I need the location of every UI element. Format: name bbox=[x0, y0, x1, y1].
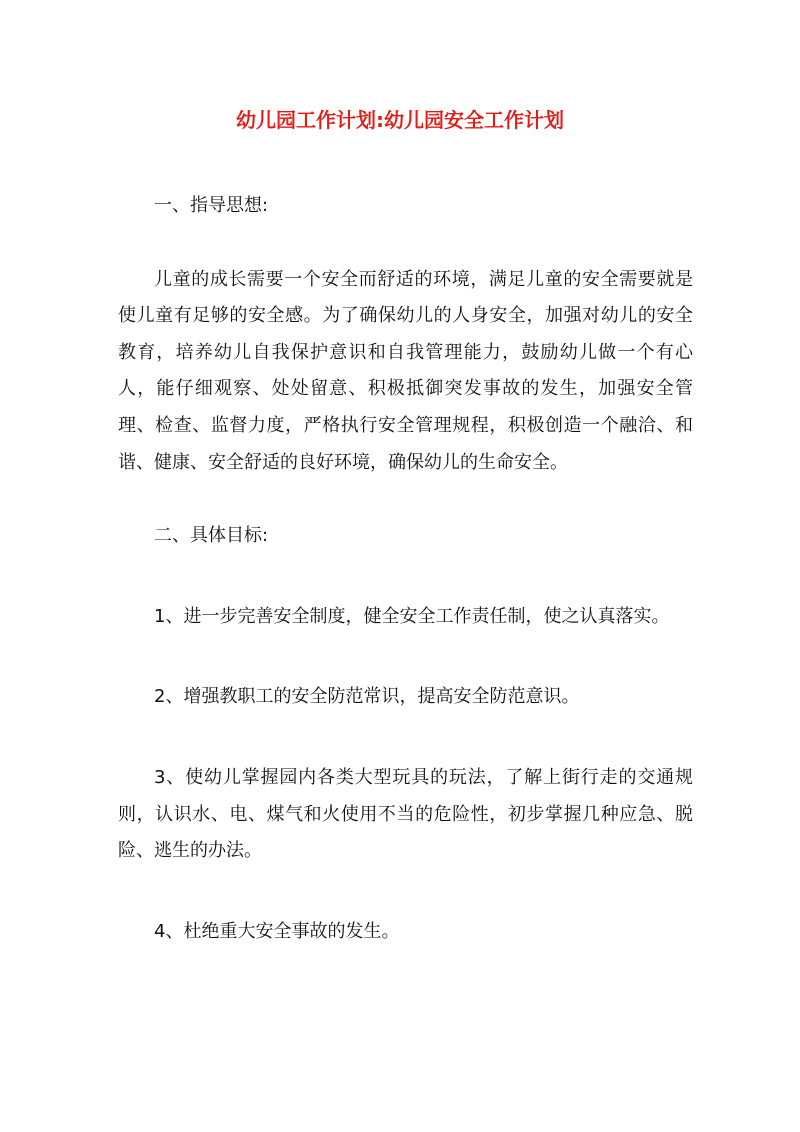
paragraph-spacer bbox=[118, 225, 693, 262]
document-body bbox=[118, 188, 693, 950]
paragraph-spacer bbox=[118, 870, 693, 914]
paragraph-spacer bbox=[118, 555, 693, 599]
goal-item-3: 3、使幼儿掌握园内各类大型玩具的玩法，了解上街行走的交通规则，认识水、电、煤气和火使用不当的危险性，初步掌握几种应急、脱险、逃生的办法。 bbox=[118, 766, 693, 862]
document-title: 幼儿园工作计划:幼儿园安全工作计划 bbox=[236, 108, 564, 132]
section-heading-goals: 二、具体目标: bbox=[154, 525, 269, 547]
goal-item-4: 4、杜绝重大安全事故的发生。 bbox=[154, 920, 400, 942]
paragraph-spacer bbox=[118, 481, 693, 518]
paragraph-spacer bbox=[118, 716, 693, 760]
paragraph-spacer bbox=[118, 635, 693, 679]
goal-item-2: 2、增强教职工的安全防范常识，提高安全防范意识。 bbox=[154, 686, 580, 708]
guiding-paragraph: 儿童的成长需要一个安全而舒适的环境，满足儿童的安全需要就是使儿童有足够的安全感。为了确保幼儿的人身安全，加强对幼儿的安全教育，培养幼儿自我保护意识和自我管理能力，鼓励幼儿做一个有心人，能仔细观察、处处留意、积极抵御突发事故的发生，加强安全管理、检查、监督力度，严格执行安全管理规程，积极创造一个融洽、和谐、健康、安全舒适的良好环境，确保幼儿的生命安全。 bbox=[118, 268, 693, 473]
goal-item-1: 1、进一步完善安全制度，健全安全工作责任制，使之认真落实。 bbox=[154, 605, 670, 627]
section-heading-guiding: 一、指导思想: bbox=[154, 195, 269, 216]
